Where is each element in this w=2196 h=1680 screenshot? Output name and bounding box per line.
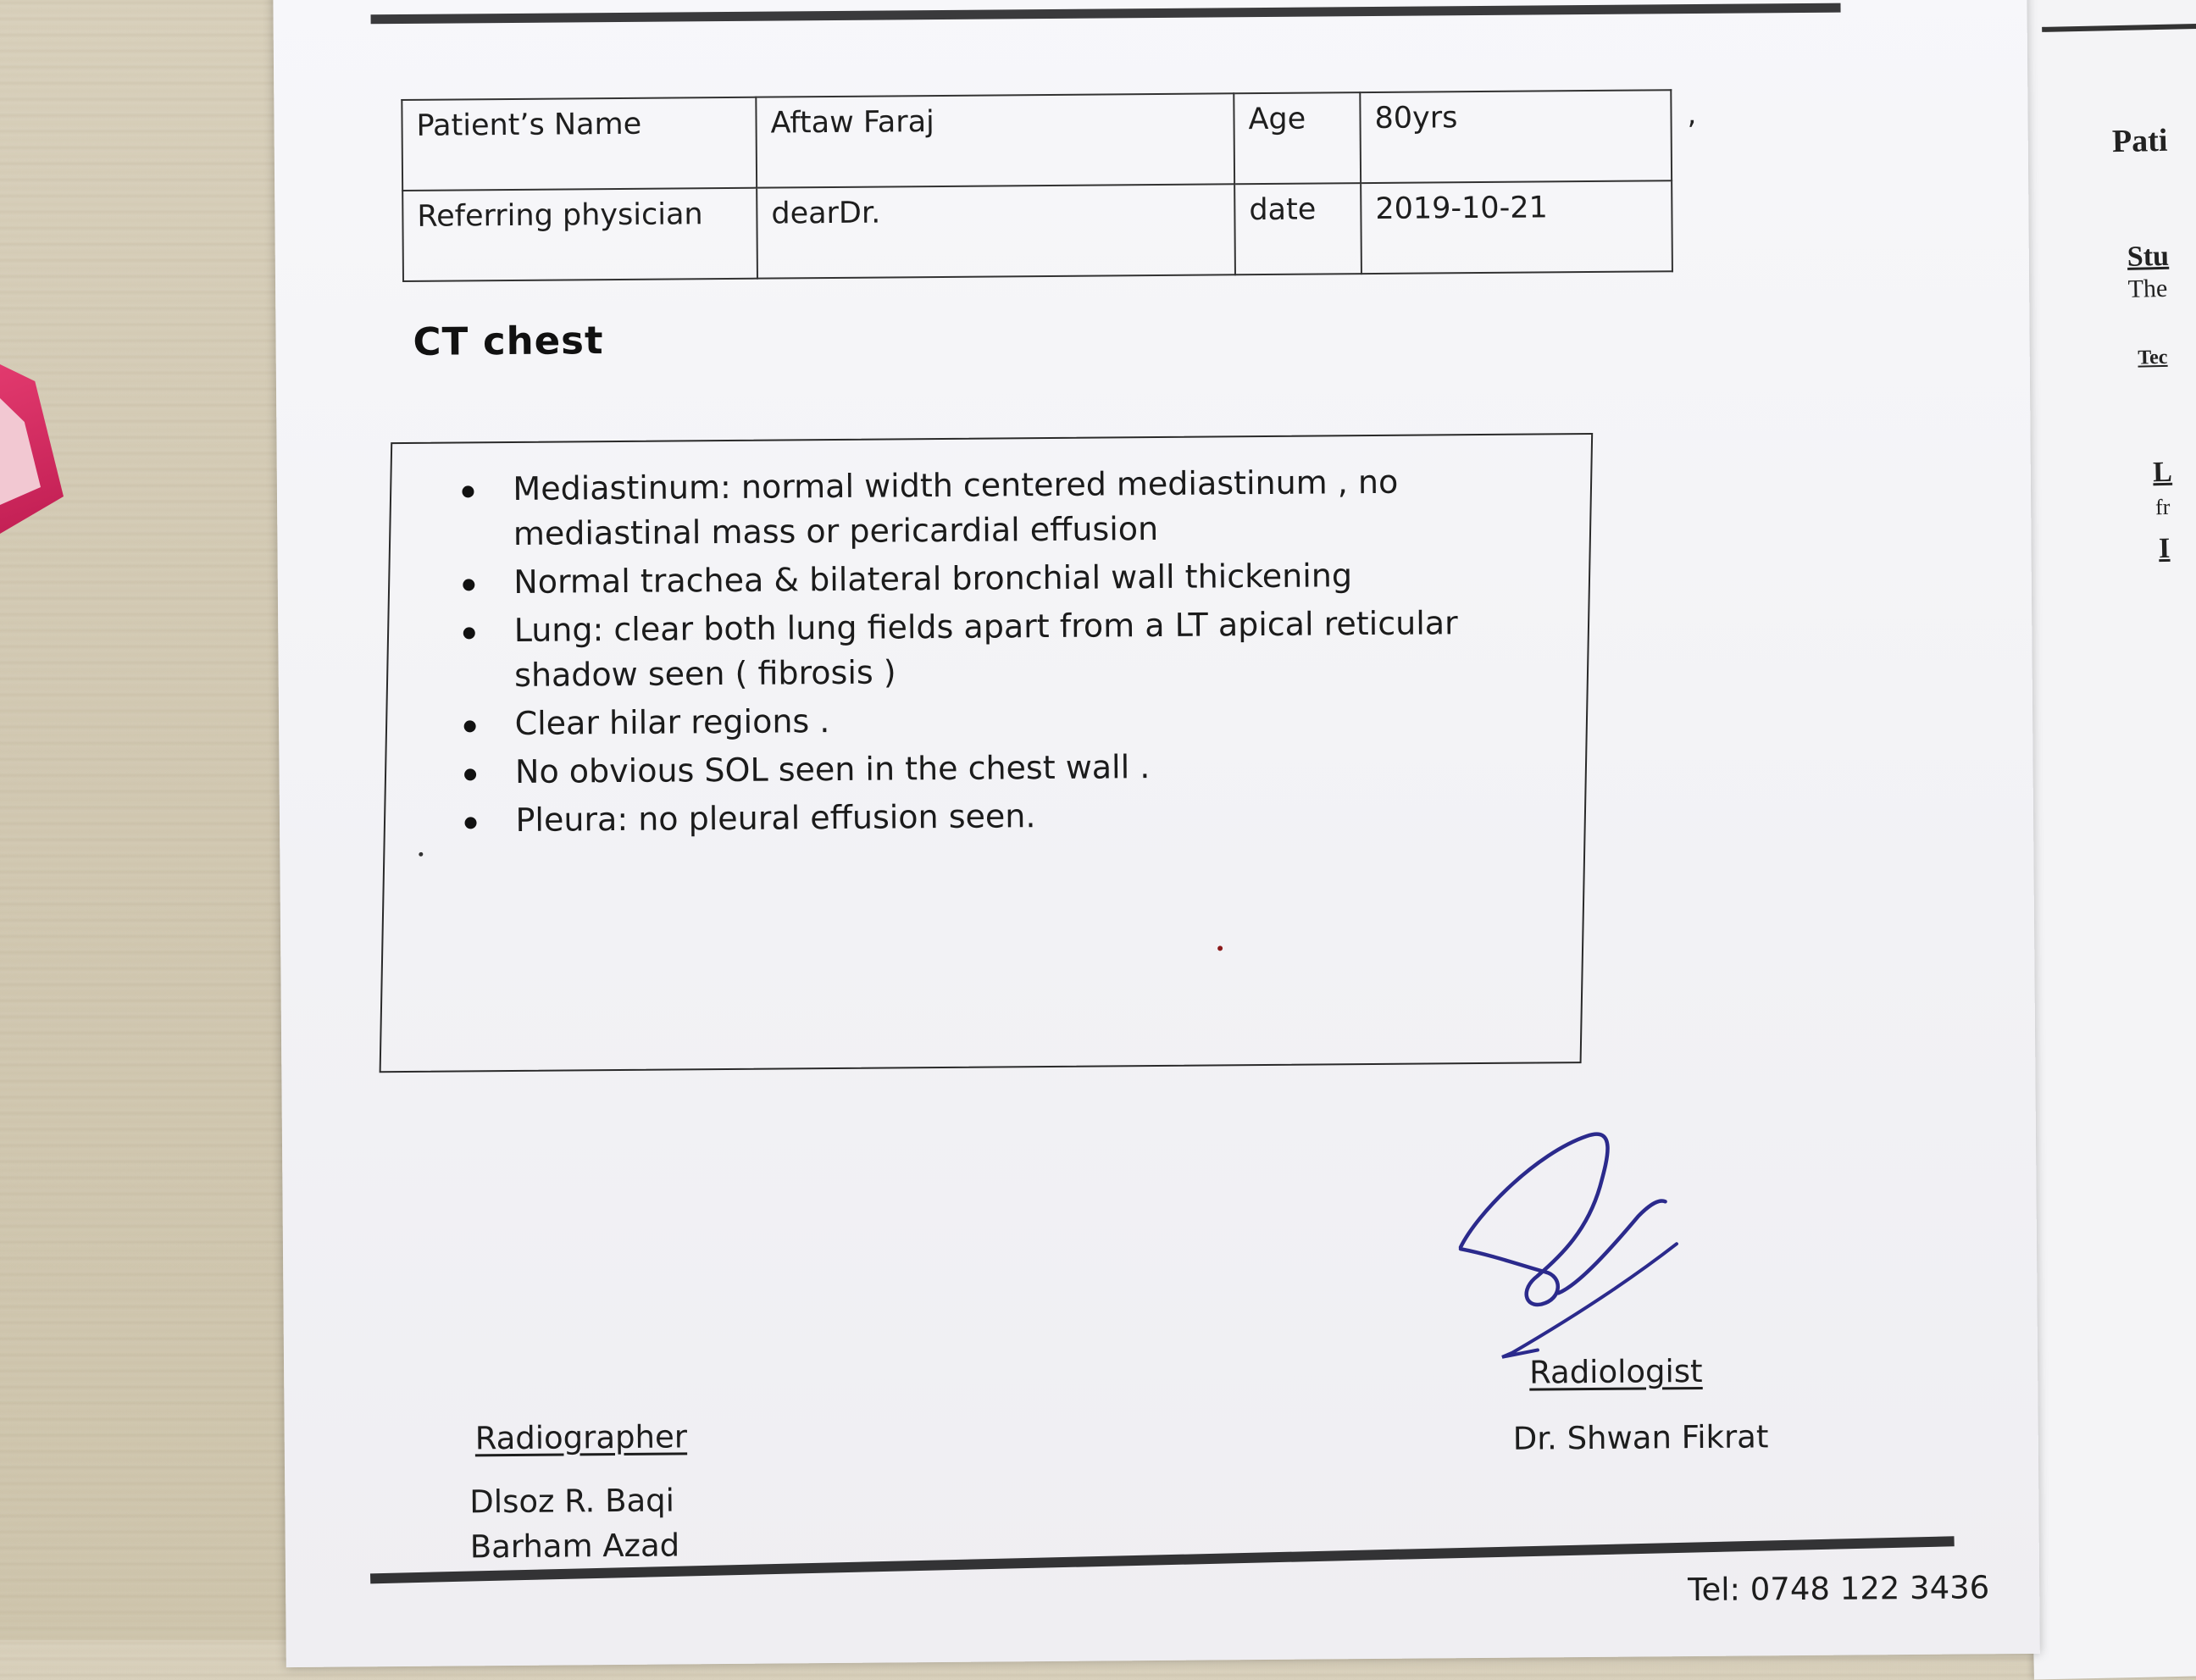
findings-box bbox=[380, 433, 1594, 1073]
radiologist-label: Radiologist bbox=[1528, 1352, 1703, 1391]
background-page-text: L bbox=[2152, 456, 2173, 489]
top-rule bbox=[371, 3, 1841, 25]
finding-item bbox=[390, 790, 1589, 844]
finding-item bbox=[387, 458, 1587, 557]
background-page-text: Tec bbox=[2138, 346, 2168, 369]
background-page-text: Pati bbox=[2111, 122, 2168, 160]
background-page-text: fr bbox=[2154, 494, 2171, 520]
date-label: date bbox=[1234, 183, 1361, 274]
finding-text: Pleura: no pleural effusion seen. bbox=[515, 797, 1036, 839]
radiographer-label: Radiographer bbox=[474, 1418, 688, 1457]
age-value: 80yrs bbox=[1360, 90, 1672, 183]
patient-name-label: Patient’s Name bbox=[402, 97, 757, 191]
table-row bbox=[402, 90, 1672, 191]
finding-item bbox=[389, 600, 1589, 699]
table-row bbox=[402, 180, 1672, 281]
stray-dot bbox=[1217, 945, 1223, 951]
finding-text: No obvious SOL seen in the chest wall . bbox=[514, 748, 1151, 790]
date-value: 2019-10-21 bbox=[1361, 180, 1672, 274]
radiographer-name: Dlsoz R. Baqi bbox=[469, 1482, 675, 1521]
bullet-icon bbox=[464, 720, 476, 732]
radiographer-name: Barham Azad bbox=[469, 1527, 680, 1566]
background-page-text: The bbox=[2127, 274, 2168, 303]
findings-list bbox=[387, 435, 1589, 844]
report-title: CT chest bbox=[413, 318, 604, 364]
finding-item bbox=[389, 693, 1588, 747]
report-paper bbox=[273, 0, 2040, 1667]
background-page-text: I bbox=[2158, 532, 2171, 565]
background-page-text: Stu bbox=[2127, 240, 2170, 273]
telephone-number: Tel: 0748 122 3436 bbox=[1688, 1569, 1990, 1609]
finding-text: Clear hilar regions . bbox=[514, 702, 830, 742]
bullet-icon bbox=[463, 579, 474, 590]
age-label: Age bbox=[1234, 92, 1361, 184]
referring-physician-value: dearDr. bbox=[757, 184, 1235, 278]
patient-info-table bbox=[401, 89, 1673, 282]
radiologist-name: Dr. Shwan Fikrat bbox=[1512, 1418, 1769, 1457]
background-page-rule bbox=[2042, 22, 2196, 32]
finding-item bbox=[388, 552, 1587, 606]
finding-item bbox=[390, 741, 1589, 796]
bullet-icon bbox=[464, 817, 476, 829]
finding-text: Normal trachea & bilateral bronchial wall thickening bbox=[513, 557, 1353, 601]
finding-text: Lung: clear both lung fields apart from a LT apical reticular shadow seen ( fibrosis ) bbox=[513, 604, 1458, 694]
patient-name-value: Aftaw Faraj bbox=[756, 93, 1234, 187]
stray-dot bbox=[419, 852, 423, 857]
bullet-icon bbox=[464, 768, 476, 780]
referring-physician-label: Referring physician bbox=[402, 188, 757, 281]
bullet-icon bbox=[463, 627, 475, 639]
finding-text: Mediastinum: normal width centered mediastinum , no mediastinal mass or pericardial effusion bbox=[513, 463, 1399, 552]
bullet-icon bbox=[462, 485, 474, 497]
stray-mark: , bbox=[1687, 97, 1697, 132]
